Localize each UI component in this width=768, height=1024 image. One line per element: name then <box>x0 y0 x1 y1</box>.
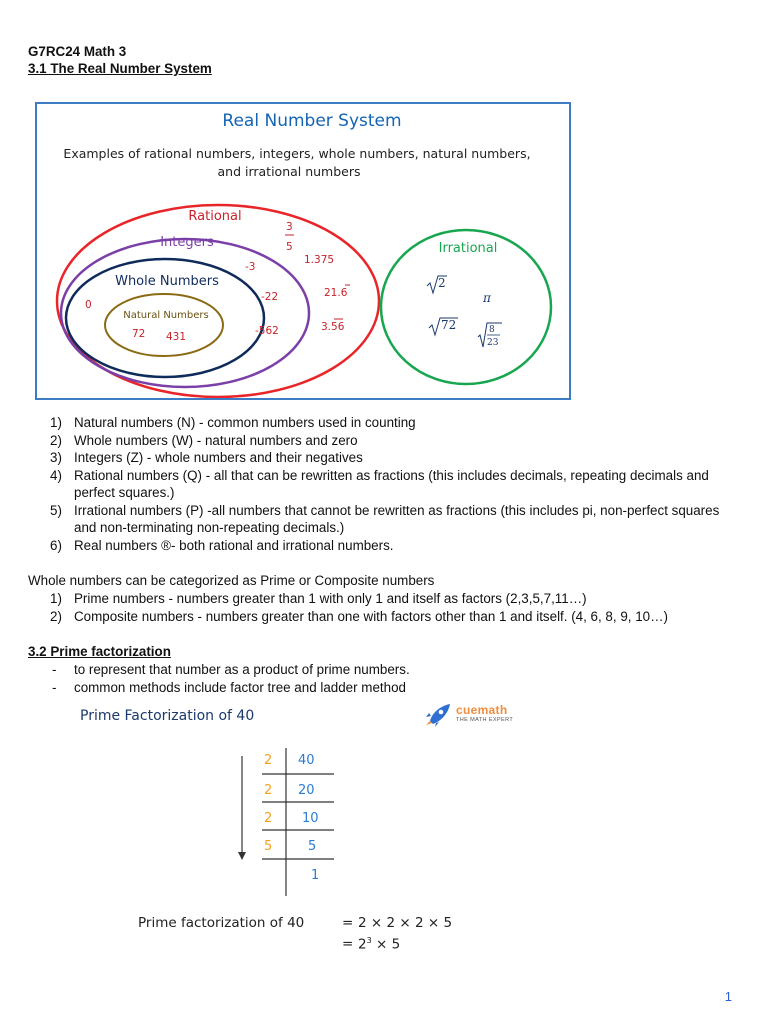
rational-value: 1.375 <box>304 254 335 266</box>
list-item: 2) Composite numbers - numbers greater than one with factors other than 1 and itself. (4, 6, 8, 9, 10…) <box>50 608 668 624</box>
quotient: 40 <box>298 753 315 768</box>
final-label: Prime factorization of 40 <box>138 915 305 931</box>
rational-value: 5 <box>286 241 293 253</box>
prime-factorization-title: Prime Factorization of 40 <box>80 708 255 724</box>
exponent-form: $2^3 \times 5$ <box>358 936 401 953</box>
natural-value: 72 <box>132 328 146 340</box>
venn-svg <box>37 104 569 398</box>
irrational-value: π <box>483 291 491 305</box>
rocket-icon <box>424 703 452 727</box>
quotient: 20 <box>298 783 315 798</box>
integer-value: -562 <box>255 325 279 337</box>
integer-value: -22 <box>261 291 279 303</box>
list-item: - common methods include factor tree and ladder method <box>52 679 406 695</box>
venn-subtitle-1: Examples of rational numbers, integers, whole numbers, natural numbers, <box>63 146 531 161</box>
list-item: - to represent that number as a product of prime numbers. <box>52 662 410 677</box>
whole-numbers-intro: Whole numbers can be categorized as Prime or Composite numbers <box>28 573 435 588</box>
integers-label: Integers <box>160 235 214 250</box>
ladder-lines <box>232 748 342 898</box>
list-item: 2) Whole numbers (W) - natural numbers and zero <box>50 432 358 448</box>
section-heading-3-2: 3.2 Prime factorization <box>28 644 171 659</box>
natural-numbers-label: Natural Numbers <box>123 310 209 321</box>
irrational-value: 8 <box>489 325 495 335</box>
quotient: 5 <box>308 839 317 854</box>
irrational-label: Irrational <box>438 241 498 256</box>
list-item: 6) Real numbers ®- both rational and irrational numbers. <box>50 537 394 553</box>
rational-value: 3.56 <box>321 321 345 333</box>
venn-title: Real Number System <box>222 111 402 131</box>
quotient: 10 <box>302 811 319 826</box>
divisor: 2 <box>264 783 273 798</box>
irrational-value: 23 <box>487 338 499 348</box>
quotient: 1 <box>311 868 320 883</box>
equals-sign: = <box>342 936 354 952</box>
logo-brand: cuemath <box>456 703 508 717</box>
rational-value: 3 <box>286 221 293 233</box>
course-title: G7RC24 Math 3 <box>28 44 127 59</box>
equals-sign: = <box>342 915 354 931</box>
list-item: 4) Rational numbers (Q) - all that can be rewritten as fractions (this includes decimals, repeating decimals and perfect squares.) <box>50 467 709 500</box>
real-number-system-diagram <box>35 102 571 400</box>
integer-value: -3 <box>245 261 256 273</box>
section-heading-3-1: 3.1 The Real Number System <box>28 61 212 76</box>
logo-tagline: THE MATH EXPERT <box>456 717 514 723</box>
venn-subtitle-2: and irrational numbers <box>217 164 361 179</box>
natural-value: 431 <box>166 331 187 343</box>
cuemath-logo <box>424 703 524 727</box>
list-item: 1) Natural numbers (N) - common numbers used in counting <box>50 415 416 430</box>
divisor: 2 <box>264 811 273 826</box>
whole-value: 0 <box>85 299 92 311</box>
rational-label: Rational <box>188 209 242 224</box>
number-types-list <box>28 414 728 554</box>
page-number: 1 <box>724 989 732 1004</box>
divisor: 2 <box>264 753 273 768</box>
divisor: 5 <box>264 839 273 854</box>
irrational-value: 2 <box>438 276 446 290</box>
factor-product: 2 × 2 × 2 × 5 <box>358 915 453 931</box>
whole-numbers-label: Whole Numbers <box>115 274 219 289</box>
irrational-value: 72 <box>441 318 457 332</box>
rational-value: 21.6 <box>324 287 348 299</box>
list-item: 1) Prime numbers - numbers greater than 1 with only 1 and itself as factors (2,3,5,7,11…) <box>50 591 587 606</box>
prime-composite-list <box>28 590 738 625</box>
prime-factorization-notes <box>28 661 728 696</box>
list-item: 3) Integers (Z) - whole numbers and their negatives <box>50 450 363 465</box>
natural-numbers-ellipse <box>105 294 223 356</box>
list-item: 5) Irrational numbers (P) -all numbers that cannot be rewritten as fractions (this includes pi, non-perfect squares and non-terminating non-repeating decimals.) <box>50 502 720 535</box>
